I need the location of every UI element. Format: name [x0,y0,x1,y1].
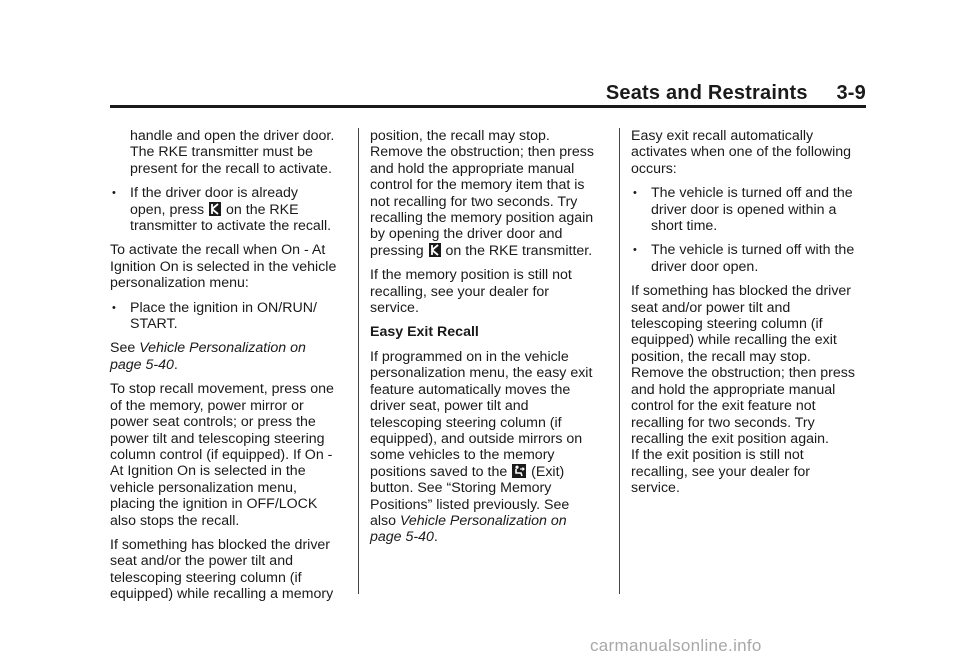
bullet-icon: • [112,301,116,314]
paragraph: See Vehicle Personalization on page 5-40. [110,340,306,373]
paragraph: Easy exit recall automatically activates when one of the following occurs: [631,128,852,177]
paragraph: If programmed on in the vehicle personalization menu, the easy exit feature automatically moves the driver seat, power tilt and telescoping steering column (if equipped), and outside mirrors on some vehicles to the memory positions saved to the (Exit) button. See “Storing Memory Positions” listed previously. See also Vehicle Personalization on page 5-40. [370,348,593,546]
watermark: carmanualsonline.info [590,636,762,655]
column-3 [631,128,865,505]
paragraph-continued: handle and open the driver door. The RKE transmitter must be present for the recall to activate. [130,128,335,177]
cross-reference-page[interactable]: page 5-40 [110,356,174,373]
list-item: • The vehicle is turned off with the driver door open. [633,242,855,275]
list-item: • The vehicle is turned off and the driver door is opened within a short time. [633,185,853,235]
paragraph: To stop recall movement, press one of the memory, power mirror or power seat controls; or press the power tilt and telescoping steering column control (if equipped). If On - At Ignition On is selected in the vehicle personalization menu, placing the ignition in OFF/LOCK also stops the recall. [110,381,334,529]
cross-reference-link[interactable]: Vehicle Personalization on [139,340,306,357]
cross-reference-link[interactable]: Vehicle Personalization on [399,512,567,529]
paragraph: If something has blocked the driver seat and/or the power tilt and telescoping steering column (if equipped) while recalling a memory [110,536,334,603]
unlock-key-icon [209,202,221,216]
page-header [110,80,866,108]
paragraph: If something has blocked the driver seat and/or power tilt and telescoping steering column (if equipped) while recalling the exit position, the recall may stop. Remove the obstruction; then press and hold the appropriate manual control for the exit feature not recalling for two seconds. Try recalling the exit position again. If the exit position is still not recalling, see your dealer for service. [631,283,855,497]
page-title: Seats and Restraints 3-9 [605,82,866,104]
paragraph: If the memory position is still not recalling, see your dealer for service. [370,267,572,317]
bullet-icon: • [633,187,637,200]
list-item: • If the driver door is already open, press on the RKE transmitter to activate the recall. [112,185,332,235]
list-item: • Place the ignition in ON/RUN/ START. [112,299,317,333]
column-divider-1 [358,128,359,594]
cross-reference-page[interactable]: page 5-40 [370,529,434,546]
column-2 [370,128,604,554]
section-heading: Easy Exit Recall [370,324,479,341]
paragraph-continued: position, the recall may stop. Remove the obstruction; then press and hold the appropriate manual control for the memory item that is not recalling for two seconds. Try recalling the memory position again by opening the driver door and pressing on the RKE transmitter. [370,128,594,259]
bullet-icon: • [112,187,116,200]
paragraph: To activate the recall when On - At Ignition On is selected in the vehicle personalization menu: [110,242,337,292]
column-divider-2 [619,128,620,594]
header-rule [110,105,866,108]
bullet-icon: • [633,244,637,257]
exit-seat-icon [512,464,526,478]
column-1 [110,128,344,611]
unlock-key-icon [429,243,441,257]
